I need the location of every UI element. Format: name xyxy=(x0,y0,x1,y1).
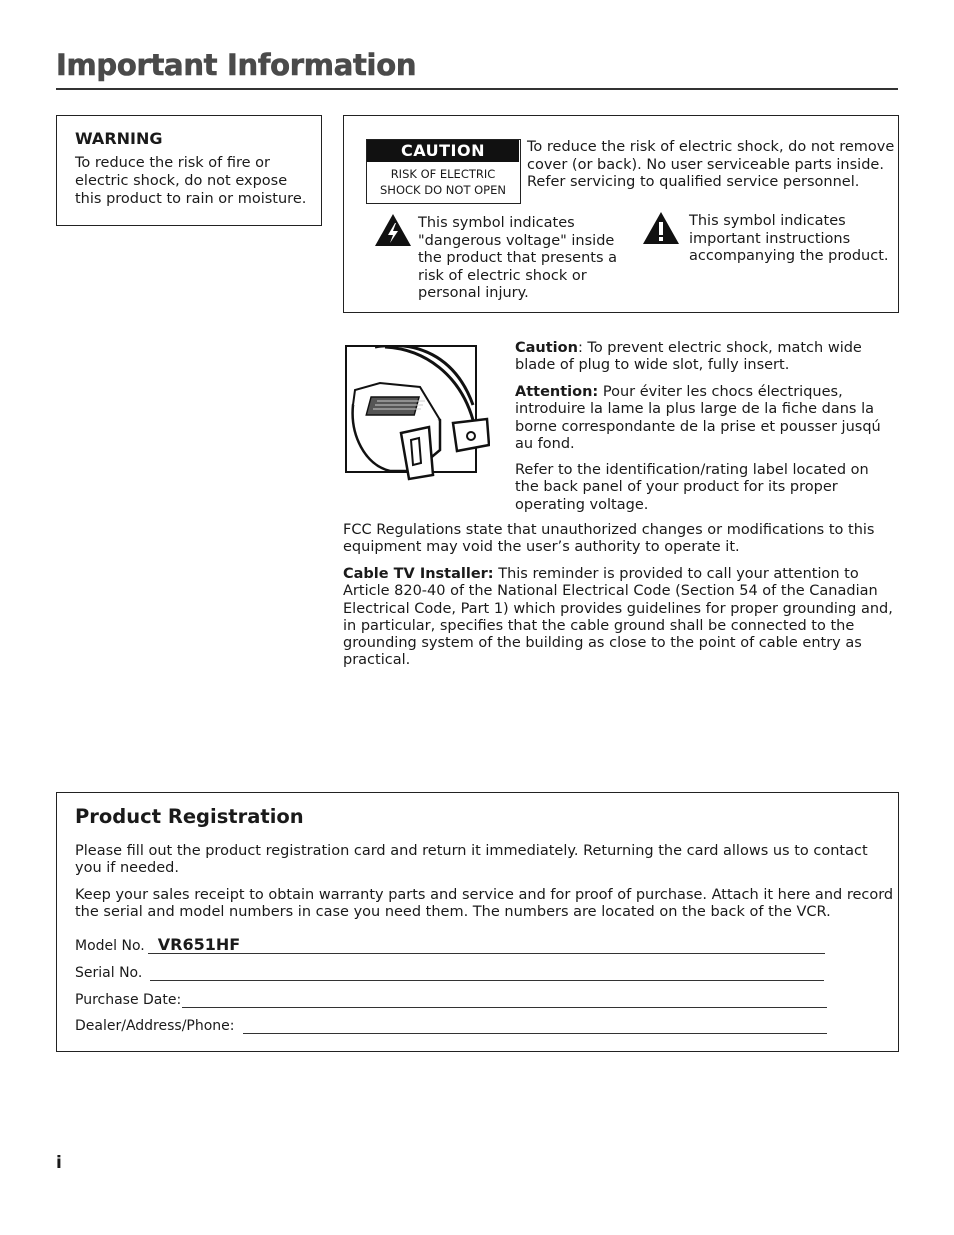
purchase-date-field xyxy=(75,991,827,1008)
warning-body: To reduce the risk of fire or electric shock, do not expose this product to rain or moisture. xyxy=(75,155,307,207)
caution-label-subtitle xyxy=(367,166,519,198)
warning-box xyxy=(56,115,322,226)
exclamation-warning-icon xyxy=(642,211,680,245)
polarized-plug-illustration xyxy=(345,345,490,485)
rating-label-paragraph: Refer to the identification/rating label located on the back panel of your product for its proper operating voltage. xyxy=(515,462,869,513)
caution-label-line-2: SHOCK DO NOT OPEN xyxy=(380,183,506,197)
caution-text: To reduce the risk of electric shock, do not remove cover (or back). No user serviceable parts inside. Refer servicing to qualified service personnel. xyxy=(527,139,895,190)
cable-installer-label: Cable TV Installer: xyxy=(343,566,494,582)
model-number-field xyxy=(75,937,825,954)
model-number-value: VR651HF xyxy=(157,935,241,954)
registration-paragraph-2: Keep your sales receipt to obtain warranty parts and service and for proof of purchase. Attach it here and record the serial and model numbers in case you need them. The numbers are located on the back of the VCR. xyxy=(75,887,894,921)
dealer-field xyxy=(75,1017,827,1034)
serial-number-field xyxy=(75,964,824,981)
fcc-paragraph: FCC Regulations state that unauthorized changes or modifications to this equipment may void the user’s authority to operate it. xyxy=(343,522,875,556)
title-rule xyxy=(56,88,898,90)
page-title: Important Information xyxy=(56,48,417,82)
plug-attention-paragraph xyxy=(515,384,890,453)
caution-label-line-1: RISK OF ELECTRIC xyxy=(390,167,496,181)
lightning-warning-icon xyxy=(374,213,412,247)
page-number: i xyxy=(56,1153,62,1173)
caution-label-title: CAUTION xyxy=(367,140,519,162)
plug-caution-text: : To prevent electric shock, match wide blade of plug to wide slot, fully insert. xyxy=(515,340,862,374)
product-registration-box xyxy=(56,792,899,1052)
cable-installer-paragraph xyxy=(343,566,893,670)
caution-panel xyxy=(343,115,899,313)
dealer-line[interactable] xyxy=(243,1017,827,1034)
instruction-symbol-text: This symbol indicates important instructions accompanying the product. xyxy=(689,213,889,264)
purchase-date-line[interactable] xyxy=(182,991,827,1008)
registration-title: Product Registration xyxy=(75,805,304,828)
model-number-line[interactable] xyxy=(148,937,825,954)
plug-attention-label: Attention: xyxy=(515,384,599,400)
plug-caution-paragraph xyxy=(515,340,885,375)
serial-number-line[interactable] xyxy=(150,964,824,981)
registration-paragraph-1: Please fill out the product registration card and return it immediately. Returning the card allows us to contact you if needed. xyxy=(75,843,868,877)
purchase-date-label: Purchase Date: xyxy=(75,992,182,1008)
caution-label xyxy=(366,139,521,204)
serial-number-label: Serial No. xyxy=(75,965,143,981)
dealer-label: Dealer/Address/Phone: xyxy=(75,1018,235,1034)
plug-attention-text: Pour éviter les chocs électriques, introduire la lame la plus large de la fiche dans la borne correspondante de la prise et pousser jusqú au fond. xyxy=(515,384,881,452)
warning-heading: WARNING xyxy=(75,129,163,148)
voltage-symbol-text: This symbol indicates "dangerous voltage" inside the product that presents a risk of electric shock or personal injury. xyxy=(418,215,618,301)
model-number-label: Model No. xyxy=(75,938,145,954)
plug-caution-label: Caution xyxy=(515,340,578,356)
cable-installer-text: This reminder is provided to call your attention to Article 820-40 of the National Electrical Code (Section 54 of the Canadian Electrical Code, Part 1) which provides guidelines for proper grounding and, in particular, specifies that the cable ground shall be connected to the grounding system of the building as close to the point of cable entry as practical. xyxy=(343,566,893,669)
